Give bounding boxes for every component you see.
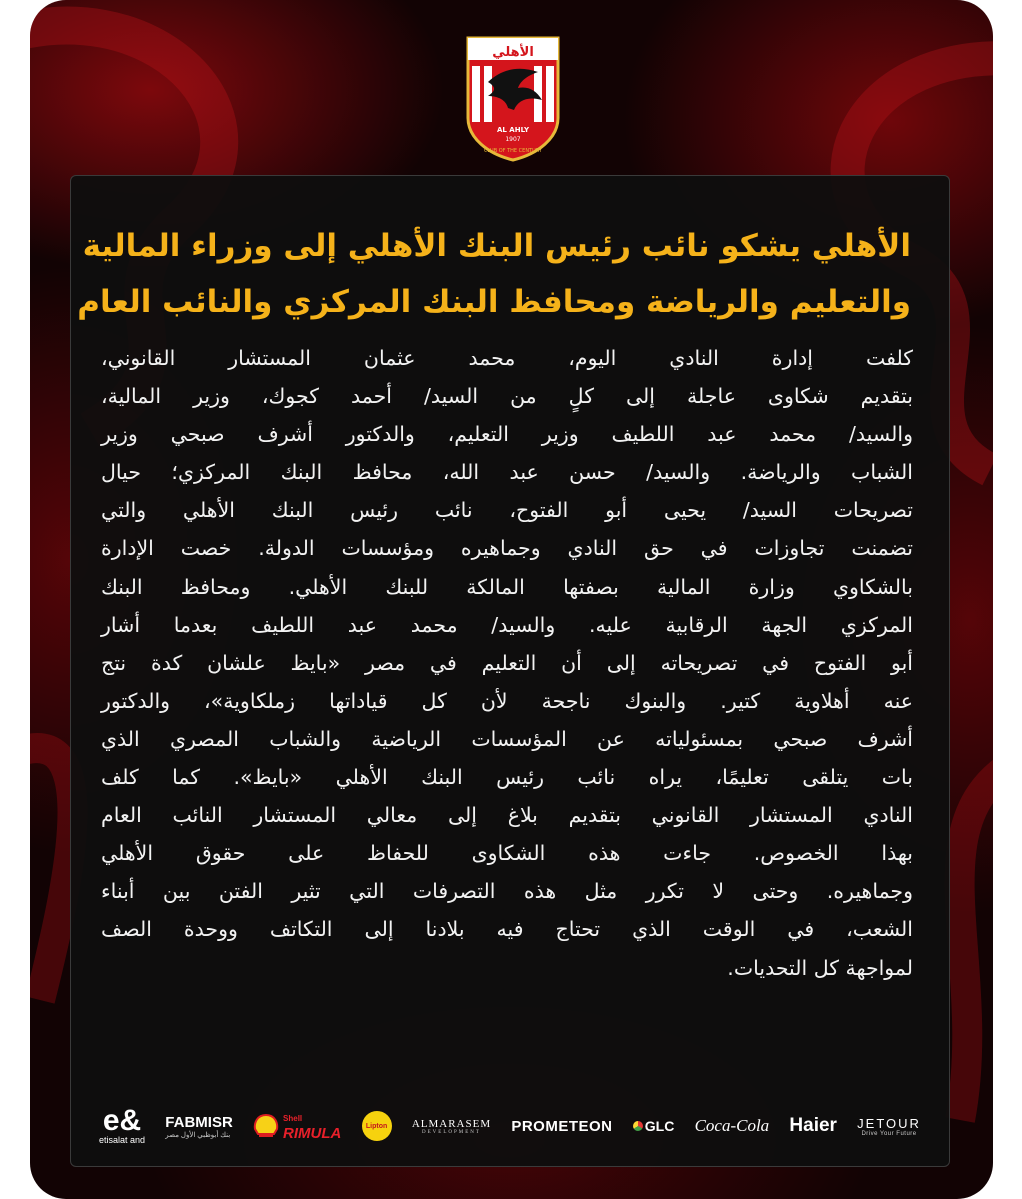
- glc-dot-icon: [633, 1121, 643, 1131]
- svg-text:AL AHLY: AL AHLY: [496, 126, 530, 134]
- shell-rimula-logo: [253, 1111, 341, 1141]
- jetour-wordmark: JETOUR: [857, 1115, 921, 1131]
- body-line: الشعب، في الوقت الذي تحتاج فيه بلادنا إلى التكاتف ووحدة الصف: [101, 917, 913, 942]
- body-line: بتقديم شكاوى عاجلة إلى كلٍ من السيد/ أحمد كجوك، وزير المالية،: [101, 384, 913, 409]
- statement-body: [101, 339, 913, 987]
- svg-text:1907: 1907: [505, 136, 521, 143]
- statement-headline: [77, 218, 911, 330]
- fabmisr-subtitle: بنك أبوظبي الأول مصر: [165, 1131, 231, 1139]
- body-line: بالشكاوي وزارة المالية بصفتها المالكة للبنك الأهلي. ومحافظ البنك: [101, 574, 913, 599]
- rimula-wordmark: RIMULA: [283, 1125, 342, 1142]
- body-line: وجماهيره. وحتى لا تكرر مثل هذه التصرفات التي تثير الفتن بين أبناء: [101, 879, 913, 904]
- body-line: النادي المستشار القانوني بتقديم بلاغ إلى معالي المستشار النائب العام: [101, 803, 913, 828]
- headline-line: الأهلي يشكو نائب رئيس البنك الأهلي إلى وزراء المالية: [82, 228, 911, 264]
- jetour-tagline: Drive Your Future: [861, 1130, 917, 1137]
- body-line: بهذا الخصوص. جاءت هذه الشكاوى للحفاظ على حقوق الأهلي: [101, 841, 913, 866]
- body-line: لمواجهة كل التحديات.: [727, 955, 913, 980]
- fabmisr-logo: [165, 1114, 233, 1139]
- glc-logo: [633, 1118, 675, 1134]
- etisalat-logo: [99, 1104, 146, 1145]
- jetour-logo: [857, 1116, 921, 1137]
- body-line: بات يتلقى تعليمًا، يراه نائب رئيس البنك الأهلي «بايظ». كما كلف: [101, 765, 913, 790]
- body-line: أشرف صبحي بمسئولياته عن المؤسسات الرياضية والشباب المصري الذي: [101, 726, 913, 751]
- body-line: الشباب والرياضة. والسيد/ حسن عبد الله، محافظ البنك المركزي؛ حيال: [101, 460, 913, 485]
- glc-wordmark: GLC: [644, 1118, 675, 1134]
- almarasem-wordmark: ALMARASEM: [411, 1117, 492, 1130]
- lipton-logo: [362, 1111, 392, 1141]
- svg-text:CLUB OF THE CENTURY: CLUB OF THE CENTURY: [484, 148, 542, 154]
- body-line: المركزي الجهة الرقابية عليه. والسيد/ محمد عبد اللطيف بعدما أشار: [101, 612, 913, 637]
- shell-pecten-icon: [253, 1114, 279, 1138]
- al-ahly-crest: [458, 30, 568, 162]
- shell-wordmark: Shell: [283, 1114, 303, 1123]
- coca-cola-logo: [695, 1116, 770, 1136]
- prometeon-logo: [511, 1118, 612, 1135]
- svg-text:الأهلي: الأهلي: [492, 45, 534, 60]
- body-line: كلفت إدارة النادي اليوم، محمد عثمان المستشار القانوني،: [101, 346, 913, 370]
- fabmisr-wordmark: FABMISR: [165, 1113, 233, 1131]
- etisalat-mark: e&: [102, 1104, 142, 1137]
- haier-wordmark: Haier: [789, 1115, 837, 1136]
- body-line: والسيد/ محمد عبد اللطيف وزير التعليم، والدكتور أشرف صبحي وزير: [101, 422, 913, 447]
- body-line: أبو الفتوح في تصريحاته إلى أن التعليم في مصر «بايظ علشان كدة نتج: [101, 650, 913, 675]
- almarasem-logo: [412, 1118, 491, 1135]
- lipton-wordmark: Lipton: [365, 1122, 388, 1130]
- body-line: تضمنت تجاوزات في حق النادي وجماهيره ومؤسسات الدولة. خصت الإدارة: [101, 536, 913, 561]
- coca-cola-wordmark: Coca-Cola: [694, 1116, 770, 1135]
- body-line: تصريحات السيد/ يحيى أبو الفتوح، نائب رئيس البنك الأهلي والتي: [101, 498, 913, 523]
- headline-line: والتعليم والرياضة ومحافظ البنك المركزي والنائب العام: [77, 284, 911, 320]
- etisalat-wordmark: etisalat and: [99, 1135, 146, 1145]
- announcement-poster: [30, 0, 993, 1199]
- almarasem-subtitle: DEVELOPMENT: [421, 1129, 481, 1135]
- body-line: عنه أهلاوية كتير. والبنوك ناجحة لأن كل قياداتها زملكاوية»، والدكتور: [101, 688, 913, 713]
- sponsor-logo-strip: [99, 1101, 921, 1151]
- prometeon-wordmark: PROMETEON: [511, 1117, 613, 1135]
- haier-logo: [789, 1115, 837, 1137]
- statement-panel: [70, 175, 950, 1167]
